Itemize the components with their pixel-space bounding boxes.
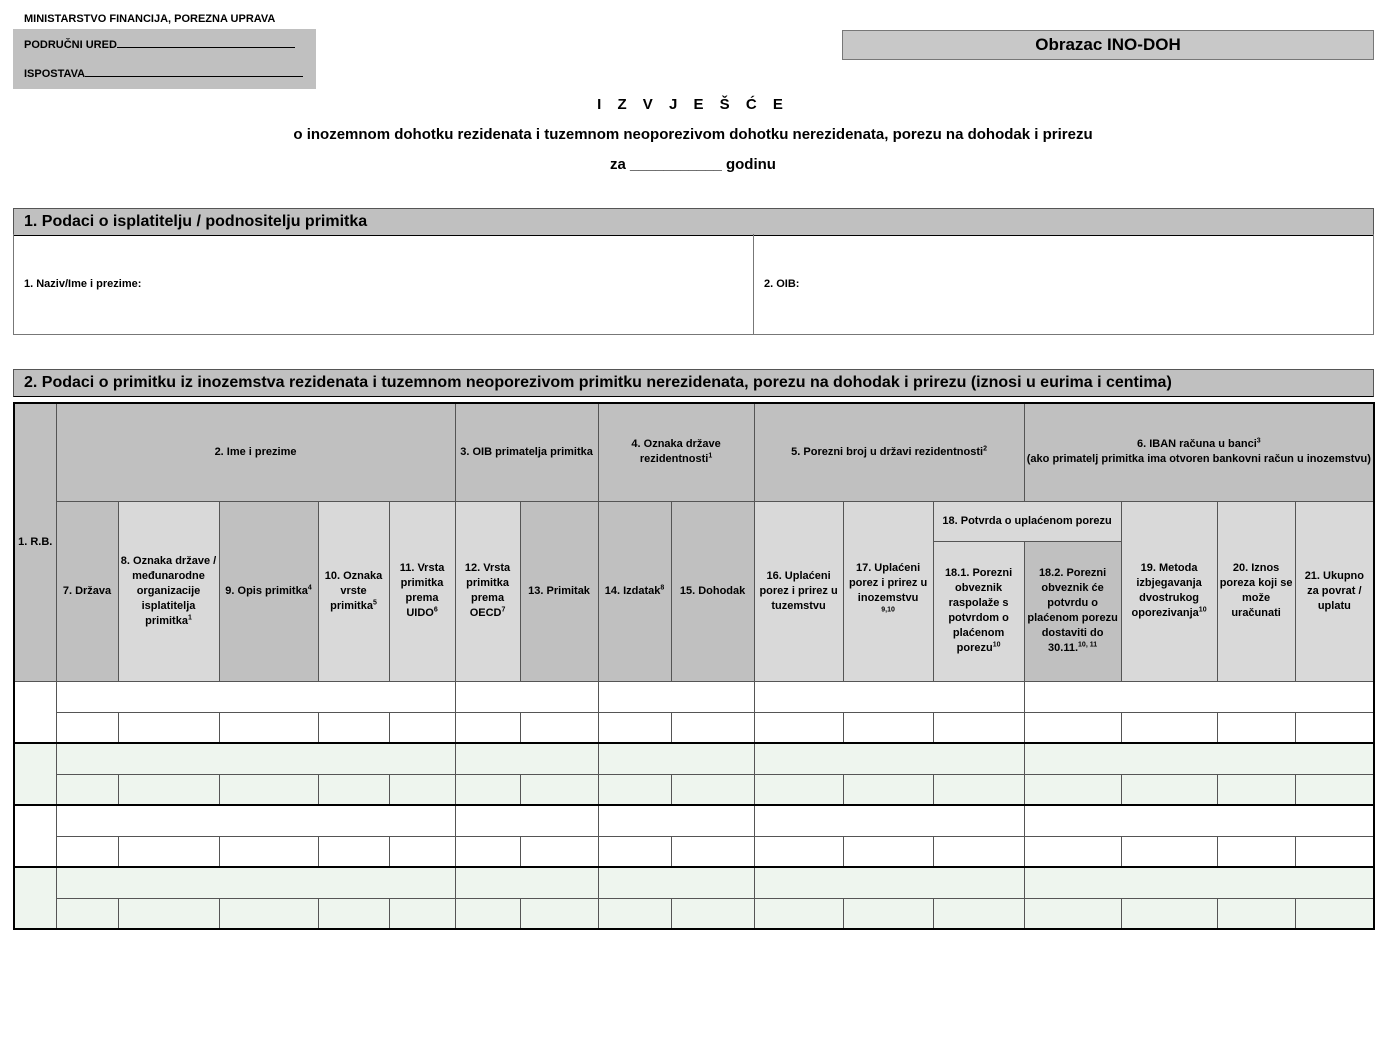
ministry-label: MINISTARSTVO FINANCIJA, POREZNA UPRAVA xyxy=(24,13,276,25)
report-year-line xyxy=(0,156,1386,173)
office-box xyxy=(13,29,316,89)
col-has-confirmation: 18.1. Porezni obveznik raspolaže s potvrdom o plaćenom porezu$^{10}$ xyxy=(933,541,1024,681)
cell-expense[interactable] xyxy=(598,836,671,867)
col-receipt: 13. Primitak xyxy=(520,501,598,681)
cell-rb[interactable] xyxy=(14,743,56,805)
cell-income-type-oecd[interactable] xyxy=(455,774,520,805)
col-income-description: 9. Opis primitka$^4$ xyxy=(219,501,318,681)
cell-income-type-oecd[interactable] xyxy=(455,898,520,929)
col-tax-number: 5. Porezni broj u državi rezidentnosti$^2$ xyxy=(754,403,1024,501)
cell-name[interactable] xyxy=(56,681,455,712)
col-country: 7. Država xyxy=(56,501,118,681)
branch-label: ISPOSTAVA xyxy=(24,68,86,80)
cell-creditable-tax[interactable] xyxy=(1217,836,1295,867)
col-iban: 6. IBAN računa u banci$^3$ (ako primatelj primitka ima otvoren bankovni račun u inozemstvu) xyxy=(1024,403,1374,501)
cell-oib[interactable] xyxy=(455,867,598,898)
cell-expense[interactable] xyxy=(598,712,671,743)
cell-tax-number[interactable] xyxy=(754,681,1024,712)
cell-tax-number[interactable] xyxy=(754,743,1024,774)
table-row xyxy=(14,774,1374,805)
cell-expense[interactable] xyxy=(598,898,671,929)
cell-double-tax-method[interactable] xyxy=(1121,774,1217,805)
col-oib: 3. OIB primatelja primitka xyxy=(455,403,598,501)
cell-has-confirmation[interactable] xyxy=(933,712,1024,743)
cell-income-type-uido[interactable] xyxy=(389,836,455,867)
year-prefix: za xyxy=(610,156,626,173)
cell-tax-paid-domestic[interactable] xyxy=(754,836,843,867)
col-income-type-uido: 11. Vrsta primitka prema UIDO$^6$ xyxy=(389,501,455,681)
col-rb: 1. R.B. xyxy=(14,403,56,681)
cell-income-type-code[interactable] xyxy=(318,836,389,867)
year-field[interactable]: ___________ xyxy=(630,156,722,173)
cell-income-type-code[interactable] xyxy=(318,712,389,743)
col-payer-country-code: 8. Oznaka države / međunarodne organizacije isplatitelja primitka$^1$ xyxy=(118,501,219,681)
payer-name-label: 1. Naziv/Ime i prezime: xyxy=(24,278,142,290)
cell-tax-number[interactable] xyxy=(754,867,1024,898)
col-total: 21. Ukupno za povrat / uplatu xyxy=(1295,501,1374,681)
cell-tax-paid-domestic[interactable] xyxy=(754,898,843,929)
payer-oib-field[interactable] xyxy=(754,234,1374,334)
cell-payer-country-code[interactable] xyxy=(118,836,219,867)
col-tax-paid-abroad: 17. Uplaćeni porez i prirez u inozemstvu $^{9,10}$ xyxy=(843,501,933,681)
cell-double-tax-method[interactable] xyxy=(1121,836,1217,867)
cell-receipt[interactable] xyxy=(520,836,598,867)
regional-office-field[interactable] xyxy=(24,38,295,51)
table-row xyxy=(14,712,1374,743)
cell-rb[interactable] xyxy=(14,805,56,867)
cell-tax-paid-domestic[interactable] xyxy=(754,712,843,743)
cell-income[interactable] xyxy=(671,836,754,867)
cell-double-tax-method[interactable] xyxy=(1121,898,1217,929)
cell-name[interactable] xyxy=(56,805,455,836)
cell-receipt[interactable] xyxy=(520,712,598,743)
cell-total[interactable] xyxy=(1295,774,1374,805)
cell-will-deliver-confirmation[interactable] xyxy=(1024,836,1121,867)
cell-name[interactable] xyxy=(56,867,455,898)
cell-country[interactable] xyxy=(56,774,118,805)
cell-income-type-code[interactable] xyxy=(318,898,389,929)
cell-oib[interactable] xyxy=(455,681,598,712)
cell-will-deliver-confirmation[interactable] xyxy=(1024,712,1121,743)
cell-oib[interactable] xyxy=(455,743,598,774)
col-will-deliver-confirmation: 18.2. Porezni obveznik će potvrdu o plaćenom porezu dostaviti do 30.11.$^{10, 11}$ xyxy=(1024,541,1121,681)
cell-residence-country[interactable] xyxy=(598,867,754,898)
cell-payer-country-code[interactable] xyxy=(118,774,219,805)
cell-total[interactable] xyxy=(1295,836,1374,867)
report-subtitle: o inozemnom dohotku rezidenata i tuzemnom neoporezivom dohotku nerezidenata, porezu na dohodak i prirezu xyxy=(293,126,1093,143)
cell-income[interactable] xyxy=(671,712,754,743)
col-income: 15. Dohodak xyxy=(671,501,754,681)
cell-residence-country[interactable] xyxy=(598,743,754,774)
cell-creditable-tax[interactable] xyxy=(1217,898,1295,929)
cell-receipt[interactable] xyxy=(520,898,598,929)
year-suffix: godinu xyxy=(725,156,776,173)
cell-income-description[interactable] xyxy=(219,898,318,929)
section2-heading: 2. Podaci o primitku iz inozemstva rezidenata i tuzemnom neoporezivom primitku nerezidenata, porezu na dohodak i prirezu (iznosi u eurima i centima) xyxy=(13,369,1374,397)
cell-income[interactable] xyxy=(671,774,754,805)
cell-iban[interactable] xyxy=(1024,805,1374,836)
col-name: 2. Ime i prezime xyxy=(56,403,455,501)
payer-name-field[interactable] xyxy=(14,234,754,334)
cell-tax-paid-abroad[interactable] xyxy=(843,898,933,929)
table-row xyxy=(14,681,1374,712)
col-residence-country: 4. Oznaka države rezidentnosti$^1$ xyxy=(598,403,754,501)
cell-income-description[interactable] xyxy=(219,774,318,805)
table-body xyxy=(14,681,1374,929)
col-income-type-oecd: 12. Vrsta primitka prema OECD$^7$ xyxy=(455,501,520,681)
col-double-tax-method: 19. Metoda izbjegavanja dvostrukog oporezivanja$^{10}$ xyxy=(1121,501,1217,681)
table-row xyxy=(14,867,1374,898)
cell-residence-country[interactable] xyxy=(598,805,754,836)
cell-income-type-uido[interactable] xyxy=(389,898,455,929)
table-row xyxy=(14,743,1374,774)
cell-has-confirmation[interactable] xyxy=(933,898,1024,929)
cell-tax-paid-abroad[interactable] xyxy=(843,836,933,867)
table-row xyxy=(14,836,1374,867)
cell-has-confirmation[interactable] xyxy=(933,774,1024,805)
branch-field[interactable] xyxy=(24,67,303,80)
cell-residence-country[interactable] xyxy=(598,681,754,712)
cell-tax-paid-abroad[interactable] xyxy=(843,712,933,743)
cell-country[interactable] xyxy=(56,712,118,743)
col-creditable-tax: 20. Iznos poreza koji se može uračunati xyxy=(1217,501,1295,681)
section1-heading: 1. Podaci o isplatitelju / podnositelju primitka xyxy=(13,208,1374,236)
cell-name[interactable] xyxy=(56,743,455,774)
cell-tax-number[interactable] xyxy=(754,805,1024,836)
col-tax-confirmation: 18. Potvrda o uplaćenom porezu xyxy=(933,501,1121,541)
cell-country[interactable] xyxy=(56,898,118,929)
cell-will-deliver-confirmation[interactable] xyxy=(1024,898,1121,929)
table-row xyxy=(14,805,1374,836)
cell-total[interactable] xyxy=(1295,898,1374,929)
cell-total[interactable] xyxy=(1295,712,1374,743)
table-row xyxy=(14,898,1374,929)
cell-payer-country-code[interactable] xyxy=(118,898,219,929)
col-expense: 14. Izdatak$^8$ xyxy=(598,501,671,681)
cell-income-type-oecd[interactable] xyxy=(455,836,520,867)
cell-tax-paid-domestic[interactable] xyxy=(754,774,843,805)
cell-income-type-oecd[interactable] xyxy=(455,712,520,743)
col-income-type-code: 10. Oznaka vrste primitka$^5$ xyxy=(318,501,389,681)
cell-payer-country-code[interactable] xyxy=(118,712,219,743)
cell-will-deliver-confirmation[interactable] xyxy=(1024,774,1121,805)
cell-receipt[interactable] xyxy=(520,774,598,805)
cell-country[interactable] xyxy=(56,836,118,867)
col-tax-paid-domestic: 16. Uplaćeni porez i prirez u tuzemstvu xyxy=(754,501,843,681)
cell-creditable-tax[interactable] xyxy=(1217,712,1295,743)
form-id-box: Obrazac INO-DOH xyxy=(842,30,1374,60)
cell-income-type-uido[interactable] xyxy=(389,712,455,743)
cell-income-type-code[interactable] xyxy=(318,774,389,805)
report-title: I Z V J E Š Ć E xyxy=(597,96,789,113)
cell-expense[interactable] xyxy=(598,774,671,805)
cell-iban[interactable] xyxy=(1024,681,1374,712)
cell-double-tax-method[interactable] xyxy=(1121,712,1217,743)
regional-office-label: PODRUČNI URED xyxy=(24,39,117,51)
cell-oib[interactable] xyxy=(455,805,598,836)
cell-income-description[interactable] xyxy=(219,712,318,743)
income-table xyxy=(13,402,1375,930)
cell-iban[interactable] xyxy=(1024,743,1374,774)
cell-income-type-uido[interactable] xyxy=(389,774,455,805)
cell-iban[interactable] xyxy=(1024,867,1374,898)
cell-has-confirmation[interactable] xyxy=(933,836,1024,867)
cell-income[interactable] xyxy=(671,898,754,929)
cell-income-description[interactable] xyxy=(219,836,318,867)
cell-creditable-tax[interactable] xyxy=(1217,774,1295,805)
payer-oib-label: 2. OIB: xyxy=(764,278,800,290)
cell-rb[interactable] xyxy=(14,867,56,929)
section1-body xyxy=(13,234,1374,335)
cell-rb[interactable] xyxy=(14,681,56,743)
cell-tax-paid-abroad[interactable] xyxy=(843,774,933,805)
